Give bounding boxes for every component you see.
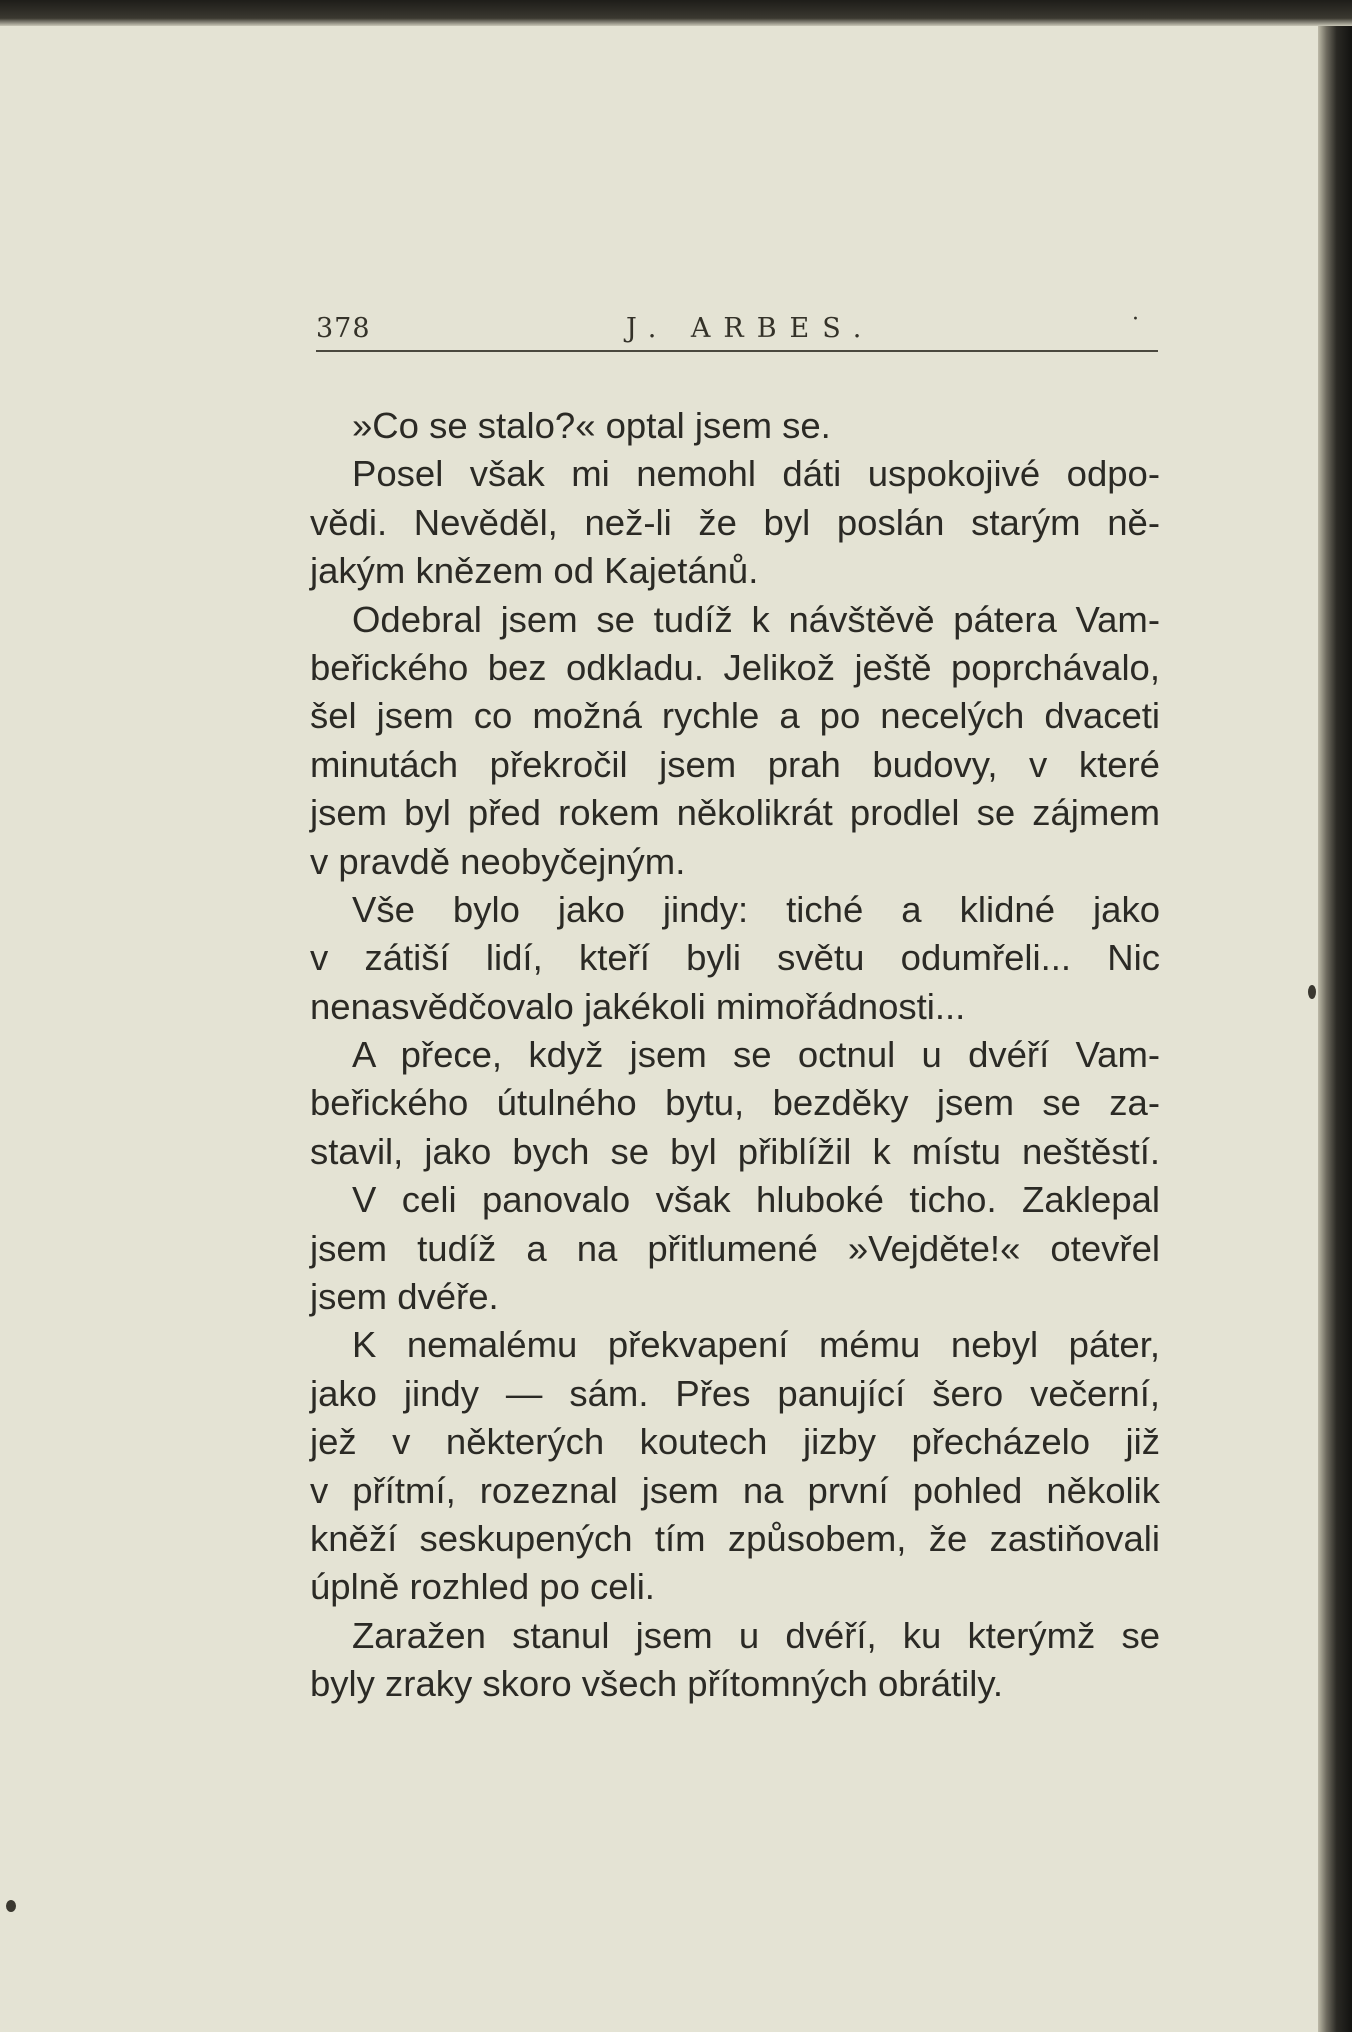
text-line: Vše bylo jako jindy: tiché a klidné jako [352,888,1160,930]
page-number: 378 [316,313,371,344]
scan-top-edge [0,0,1352,26]
ink-speck: · [1132,307,1139,332]
text-line: jsem tudíž a na přitlumené »Vejděte!« otevřel [310,1227,1160,1269]
ink-speck [1308,985,1316,999]
text-line: úplně rozhled po celi. [310,1566,655,1608]
text-line: v přítmí, rozeznal jsem na první pohled několik [310,1469,1160,1511]
text-line: minutách překročil jsem prah budovy, v které [310,743,1160,785]
text-line: jakým knězem od Kajetánů. [310,550,759,592]
text-line: »Co se stalo?« optal jsem se. [352,405,831,446]
text-line: jako jindy — sám. Přes panující šero večerní, [310,1372,1160,1414]
ink-speck [6,1900,16,1912]
running-head: J. ARBES. [626,313,875,344]
text-line: jsem dvéře. [310,1276,499,1318]
text-line: kněží seskupených tím způsobem, že zastiňovali [310,1517,1160,1559]
text-line: V celi panovalo však hluboké ticho. Zaklepal [352,1179,1160,1221]
text-line: šel jsem co možná rychle a po necelých dvaceti [310,695,1160,737]
text-line: Posel však mi nemohl dáti uspokojivé odpo- [352,453,1160,495]
body-text [310,402,1160,1709]
book-binding [1318,26,1352,2032]
text-line: beřického útulného bytu, bezděky jsem se za- [310,1082,1160,1124]
text-line: jež v některých koutech jizby přecházelo již [310,1421,1160,1463]
text-line: byly zraky skoro všech přítomných obrátily. [310,1663,1004,1705]
page-header [316,307,1158,347]
text-line: vědi. Nevěděl, než-li že byl poslán starým ně- [310,501,1160,543]
header-rule [316,350,1158,352]
text-line: A přece, když jsem se octnul u dvéří Vam- [352,1034,1160,1076]
text-line: jsem byl před rokem několikrát prodlel se zájmem [310,792,1160,834]
text-line: v pravdě neobyčejným. [310,840,686,882]
text-line: Zaražen stanul jsem u dvéří, ku kterýmž se [352,1614,1160,1656]
text-line: beřického bez odkladu. Jelikož ještě poprchávalo, [310,646,1160,688]
text-line: K nemalému překvapení mému nebyl páter, [352,1324,1160,1366]
text-line: stavil, jako bych se byl přiblížil k místu neštěstí. [310,1130,1160,1172]
text-line: Odebral jsem se tudíž k návštěvě pátera Vam- [352,598,1160,640]
text-line: v zátiší lidí, kteří byli světu odumřeli... Nic [310,937,1160,979]
text-line: nenasvědčovalo jakékoli mimořádnosti... [310,985,966,1027]
